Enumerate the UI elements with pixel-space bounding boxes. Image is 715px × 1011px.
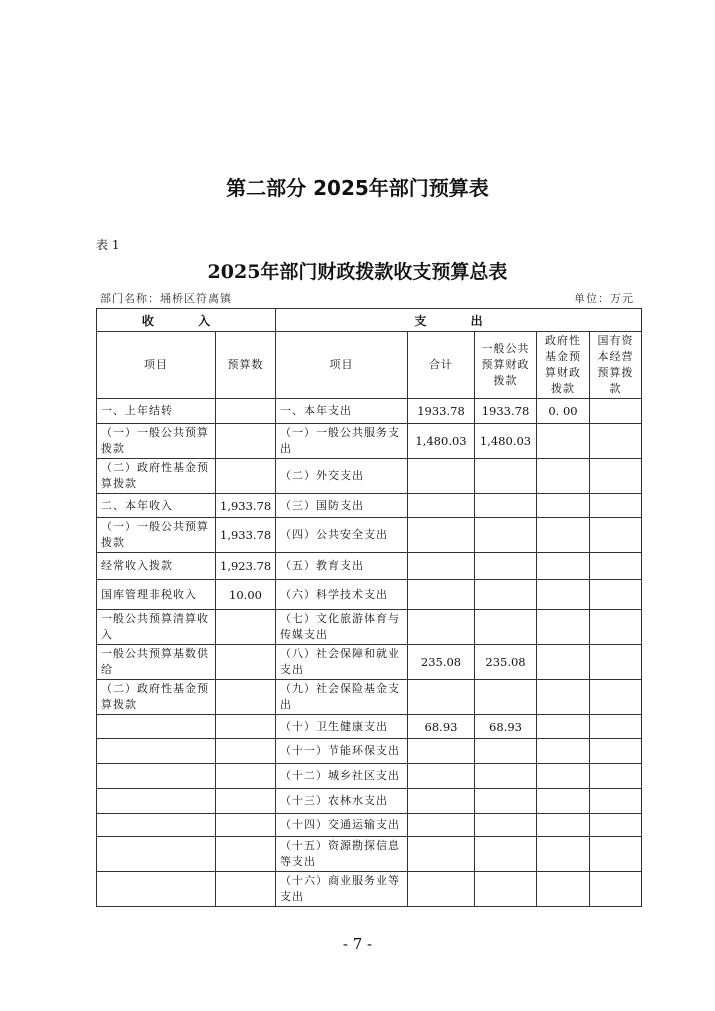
- cell-in-item: 一、上年结转: [97, 399, 216, 424]
- cell-in-val: 10.00: [216, 580, 276, 610]
- cell-state: [590, 837, 642, 872]
- cell-fund: [537, 518, 590, 553]
- cell-in-item: （一）一般公共预算拨款: [97, 424, 216, 459]
- cell-fund: [537, 789, 590, 814]
- cell-out-item: （二）外交支出: [276, 459, 408, 494]
- cell-state: [590, 494, 642, 518]
- cell-fund: [537, 553, 590, 580]
- cell-total: 235.08: [408, 645, 475, 680]
- cell-in-item: [97, 739, 216, 764]
- col-budget: 预算数: [216, 332, 276, 399]
- cell-out-item: （七）文化旅游体育与传媒支出: [276, 610, 408, 645]
- cell-in-val: 1,933.78: [216, 518, 276, 553]
- cell-out-item: （十二）城乡社区支出: [276, 764, 408, 789]
- cell-in-item: 一般公共预算基数供给: [97, 645, 216, 680]
- cell-general: [475, 739, 537, 764]
- cell-total: [408, 814, 475, 837]
- cell-total: 1933.78: [408, 399, 475, 424]
- page-number: - 7 -: [342, 935, 373, 953]
- cell-general: [475, 872, 537, 907]
- table-row: [97, 553, 642, 580]
- cell-fund: [537, 610, 590, 645]
- table-title: 2025年部门财政拨款收支预算总表: [207, 261, 508, 283]
- cell-in-val: [216, 424, 276, 459]
- cell-fund: [537, 837, 590, 872]
- cell-fund: [537, 459, 590, 494]
- cell-in-val: [216, 715, 276, 739]
- cell-fund: [537, 764, 590, 789]
- cell-state: [590, 424, 642, 459]
- table-row: [97, 739, 642, 764]
- cell-in-val: [216, 739, 276, 764]
- cell-state: [590, 764, 642, 789]
- cell-in-val: [216, 645, 276, 680]
- table-row: [97, 610, 642, 645]
- cell-in-val: [216, 459, 276, 494]
- col-state: 国有资本经营预算拨款: [590, 332, 642, 399]
- cell-out-item: （一）一般公共服务支出: [276, 424, 408, 459]
- cell-in-val: 1,923.78: [216, 553, 276, 580]
- cell-out-item: （十五）资源勘探信息等支出: [276, 837, 408, 872]
- cell-total: [408, 837, 475, 872]
- cell-total: [408, 459, 475, 494]
- table-row: [97, 424, 642, 459]
- cell-in-val: [216, 680, 276, 715]
- cell-in-val: [216, 789, 276, 814]
- cell-fund: [537, 424, 590, 459]
- table-number: 表 1: [96, 238, 120, 252]
- cell-in-item: [97, 814, 216, 837]
- cell-total: [408, 739, 475, 764]
- col-total: 合计: [408, 332, 475, 399]
- cell-fund: [537, 814, 590, 837]
- cell-general: 235.08: [475, 645, 537, 680]
- cell-total: [408, 789, 475, 814]
- cell-total: [408, 872, 475, 907]
- col-fund: 政府性基金预算财政拨款: [537, 332, 590, 399]
- cell-state: [590, 399, 642, 424]
- table-row: [97, 872, 642, 907]
- cell-in-item: 经常收入拨款: [97, 553, 216, 580]
- cell-state: [590, 789, 642, 814]
- cell-state: [590, 459, 642, 494]
- cell-state: [590, 739, 642, 764]
- table-row: [97, 764, 642, 789]
- table-row: [97, 680, 642, 715]
- cell-state: [590, 872, 642, 907]
- department-name: 部门名称：埇桥区符离镇: [100, 292, 232, 305]
- cell-out-item: （十）卫生健康支出: [276, 715, 408, 739]
- income-header: 收 入: [97, 309, 276, 332]
- col-general: 一般公共预算财政拨款: [475, 332, 537, 399]
- cell-general: [475, 789, 537, 814]
- cell-out-item: （十四）交通运输支出: [276, 814, 408, 837]
- cell-total: 1,480.03: [408, 424, 475, 459]
- cell-in-val: 1,933.78: [216, 494, 276, 518]
- table-row: [97, 518, 642, 553]
- table-row: [97, 494, 642, 518]
- cell-total: [408, 553, 475, 580]
- cell-fund: [537, 580, 590, 610]
- cell-out-item: （三）国防支出: [276, 494, 408, 518]
- cell-total: [408, 518, 475, 553]
- cell-total: [408, 494, 475, 518]
- cell-general: [475, 814, 537, 837]
- cell-state: [590, 553, 642, 580]
- cell-in-item: 国库管理非税收入: [97, 580, 216, 610]
- cell-state: [590, 814, 642, 837]
- table-row: [97, 814, 642, 837]
- table-row: [97, 399, 642, 424]
- cell-in-item: （二）政府性基金预算拨款: [97, 680, 216, 715]
- cell-out-item: （八）社会保障和就业支出: [276, 645, 408, 680]
- cell-fund: [537, 739, 590, 764]
- table-row: [97, 459, 642, 494]
- cell-state: [590, 715, 642, 739]
- cell-fund: [537, 494, 590, 518]
- cell-out-item: （九）社会保险基金支出: [276, 680, 408, 715]
- cell-general: [475, 553, 537, 580]
- cell-in-item: [97, 764, 216, 789]
- table-row: [97, 715, 642, 739]
- cell-out-item: （十六）商业服务业等支出: [276, 872, 408, 907]
- cell-in-val: [216, 872, 276, 907]
- cell-out-item: （十三）农林水支出: [276, 789, 408, 814]
- table-row: [97, 645, 642, 680]
- cell-general: 1933.78: [475, 399, 537, 424]
- cell-fund: 0. 00: [537, 399, 590, 424]
- cell-in-val: [216, 814, 276, 837]
- cell-in-val: [216, 837, 276, 872]
- cell-in-item: 一般公共预算清算收入: [97, 610, 216, 645]
- cell-total: [408, 680, 475, 715]
- cell-in-val: [216, 610, 276, 645]
- cell-general: [475, 764, 537, 789]
- cell-general: 1,480.03: [475, 424, 537, 459]
- part-title: 第二部分 2025年部门预算表: [226, 176, 489, 200]
- table-row: [97, 789, 642, 814]
- budget-table: [96, 308, 642, 907]
- cell-out-item: （十一）节能环保支出: [276, 739, 408, 764]
- cell-general: [475, 580, 537, 610]
- cell-in-item: [97, 872, 216, 907]
- cell-in-item: [97, 837, 216, 872]
- cell-in-val: [216, 764, 276, 789]
- cell-in-item: 二、本年收入: [97, 494, 216, 518]
- cell-general: 68.93: [475, 715, 537, 739]
- cell-general: [475, 459, 537, 494]
- cell-general: [475, 837, 537, 872]
- cell-state: [590, 580, 642, 610]
- cell-in-item: [97, 715, 216, 739]
- unit-label: 单位：万元: [574, 292, 634, 305]
- cell-out-item: （五）教育支出: [276, 553, 408, 580]
- cell-general: [475, 494, 537, 518]
- cell-total: [408, 764, 475, 789]
- cell-general: [475, 680, 537, 715]
- cell-total: [408, 580, 475, 610]
- cell-general: [475, 610, 537, 645]
- cell-fund: [537, 680, 590, 715]
- cell-in-item: （一）一般公共预算拨款: [97, 518, 216, 553]
- cell-fund: [537, 715, 590, 739]
- cell-total: [408, 610, 475, 645]
- table-row: [97, 837, 642, 872]
- expense-header: 支 出: [276, 309, 642, 332]
- cell-state: [590, 610, 642, 645]
- cell-out-item: 一、本年支出: [276, 399, 408, 424]
- cell-in-item: [97, 789, 216, 814]
- cell-general: [475, 518, 537, 553]
- cell-state: [590, 518, 642, 553]
- cell-out-item: （四）公共安全支出: [276, 518, 408, 553]
- cell-in-val: [216, 399, 276, 424]
- cell-state: [590, 680, 642, 715]
- table-row: [97, 580, 642, 610]
- cell-fund: [537, 872, 590, 907]
- col-item: 项目: [97, 332, 216, 399]
- cell-state: [590, 645, 642, 680]
- cell-fund: [537, 645, 590, 680]
- cell-total: 68.93: [408, 715, 475, 739]
- cell-in-item: （二）政府性基金预算拨款: [97, 459, 216, 494]
- col-item2: 项目: [276, 332, 408, 399]
- cell-out-item: （六）科学技术支出: [276, 580, 408, 610]
